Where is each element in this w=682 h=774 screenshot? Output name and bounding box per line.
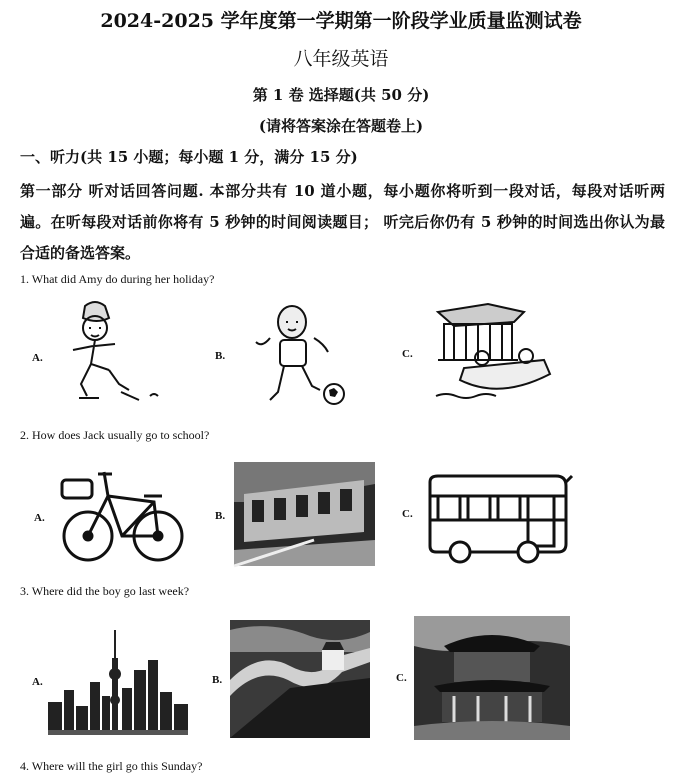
q1-option-a-label: A. [32, 352, 43, 364]
temple-image [414, 616, 570, 740]
q3-option-c-label: C. [396, 672, 407, 684]
subway-train-image [234, 462, 375, 566]
section-instructions: 第一部分 听对话回答问题. 本部分共有 10 道小题，每小题你将听到一段对话，每段对话听两遍。在听每段对话前你将有 5 秒钟的时间阅读题目； 听完后你仍有 5 秒钟的时间选出你认为最合适的备选答案。 [20, 182, 665, 262]
section-heading: 一、听力(共 15 小题；每小题 1 分，满分 15 分) [20, 148, 358, 166]
great-wall-image [230, 620, 370, 738]
exam-title: 2024-2025 学年度第一学期第一阶段学业质量监测试卷 [100, 10, 582, 32]
bicycle-image [58, 466, 188, 566]
bus-image [424, 474, 574, 566]
ice-skating-boy-image [55, 298, 165, 413]
q3-option-b-label: B. [212, 674, 223, 686]
question-3-text: 3. Where did the boy go last week? [20, 584, 190, 598]
question-1-text: 1. What did Amy do during her holiday? [20, 272, 215, 286]
q1-option-c-label: C. [402, 348, 413, 360]
q2-option-a-label: A. [34, 512, 45, 524]
q2-option-c-label: C. [402, 508, 413, 520]
city-skyline-image [48, 630, 188, 735]
playing-football-image [250, 302, 350, 412]
question-4-text: 4. Where will the girl go this Sunday? [20, 759, 203, 773]
q1-option-b-label: B. [215, 350, 226, 362]
boating-by-house-image [430, 300, 560, 408]
q2-option-b-label: B. [215, 510, 226, 522]
volume-title: 第 1 卷 选择题(共 50 分) [252, 86, 430, 104]
question-2-text: 2. How does Jack usually go to school? [20, 428, 210, 442]
q3-option-a-label: A. [32, 676, 43, 688]
answer-note: (请将答案涂在答题卷上) [258, 117, 424, 135]
subject-title: 八年级英语 [293, 48, 389, 70]
